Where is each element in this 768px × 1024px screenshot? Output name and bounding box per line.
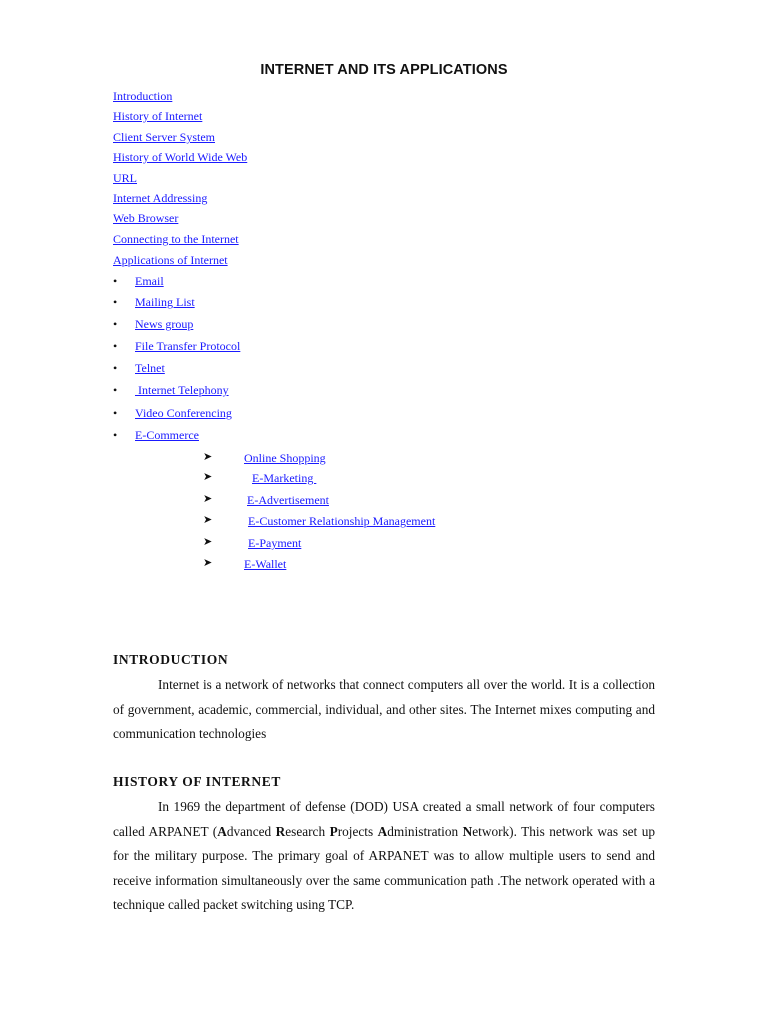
acronym-letter: A [377,823,388,839]
bullet-icon: • [113,383,118,397]
toc-link-history-of-www[interactable]: History of World Wide Web [113,150,248,164]
toc-item-url [113,171,137,185]
section-heading-history: HISTORY OF INTERNET [113,774,281,789]
bullet-icon: • [113,361,118,375]
paragraph-text: esearch [285,823,330,839]
toc-link-introduction[interactable]: Introduction [113,89,173,103]
toc-link-online-shopping[interactable]: Online Shopping [244,451,326,465]
toc-link-e-payment[interactable]: E-Payment [248,536,302,550]
toc-link-e-commerce[interactable]: E-Commerce [135,428,199,442]
toc-link-internet-telephony[interactable]: Internet Telephony [135,383,229,397]
toc-link-url[interactable]: URL [113,171,137,185]
toc-link-ftp[interactable]: File Transfer Protocol [135,339,241,353]
paragraph-text: etwork). This network was set up for the military purpose. The primary goal of ARPANET was to allow multiple users to send and receive information simultaneously over the same communication path .The network operated with a technique called packet switching using TCP. [113,823,656,912]
bullet-icon: • [113,317,118,331]
acronym-letter: N [462,823,473,839]
section-paragraph-history [113,795,655,918]
toc-link-internet-addressing[interactable]: Internet Addressing [113,191,208,205]
acronym-letter: P [329,823,338,839]
arrow-bullet-icon: ➤ [203,492,213,505]
toc-link-applications[interactable]: Applications of Internet [113,253,228,267]
acronym-letter: A [217,823,227,839]
paragraph-text: dministration [387,823,463,839]
toc-link-connecting[interactable]: Connecting to the Internet [113,232,239,246]
arrow-bullet-icon: ➤ [203,556,213,569]
toc-link-mailing-list[interactable]: Mailing List [135,295,195,309]
toc-item-client-server-system [113,130,215,144]
paragraph-text: Internet is a network of networks that connect computers all over the world. It is a collection of government, academic, commercial, individual, and other sites. The Internet mixes computing and communication technologies [113,677,655,741]
toc-link-web-browser[interactable]: Web Browser [113,211,179,225]
bullet-icon: • [113,274,118,288]
bullet-icon: • [113,406,118,420]
bullet-icon: • [113,428,118,442]
toc-item-internet-addressing [113,191,207,205]
toc-link-email[interactable]: Email [135,274,164,288]
toc-link-e-wallet[interactable]: E-Wallet [244,557,287,571]
toc-item-applications [113,253,228,267]
toc-link-telnet[interactable]: Telnet [135,361,165,375]
paragraph-text: dvanced [226,823,276,839]
bullet-icon: • [113,295,118,309]
section-heading-introduction: INTRODUCTION [113,652,229,667]
arrow-bullet-icon: ➤ [203,535,213,548]
toc-item-history-of-www [113,150,247,164]
acronym-letter: R [275,823,286,839]
toc-link-video-conferencing[interactable]: Video Conferencing [135,406,232,420]
paragraph-text: In 1969 the department of defense (DOD) USA created a small network of four computers called ARPANET ( [113,799,655,839]
document-title: INTERNET AND ITS APPLICATIONS [260,62,508,78]
arrow-bullet-icon: ➤ [203,470,213,483]
section-paragraph-introduction [113,673,655,747]
toc-link-e-advertisement[interactable]: E-Advertisement [247,493,329,507]
toc-item-connecting [113,232,239,246]
toc-item-history-of-internet [113,109,202,123]
toc-link-client-server-system[interactable]: Client Server System [113,130,215,144]
toc-item-introduction [113,89,172,103]
toc-item-web-browser [113,211,178,225]
bullet-icon: • [113,339,118,353]
arrow-bullet-icon: ➤ [203,450,213,463]
toc-link-e-marketing[interactable]: E-Marketing [252,471,317,485]
arrow-bullet-icon: ➤ [203,513,213,526]
toc-link-news-group[interactable]: News group [135,317,194,331]
toc-link-history-of-internet[interactable]: History of Internet [113,109,203,123]
paragraph-text: rojects [337,823,378,839]
toc-link-e-crm[interactable]: E-Customer Relationship Management [248,514,436,528]
